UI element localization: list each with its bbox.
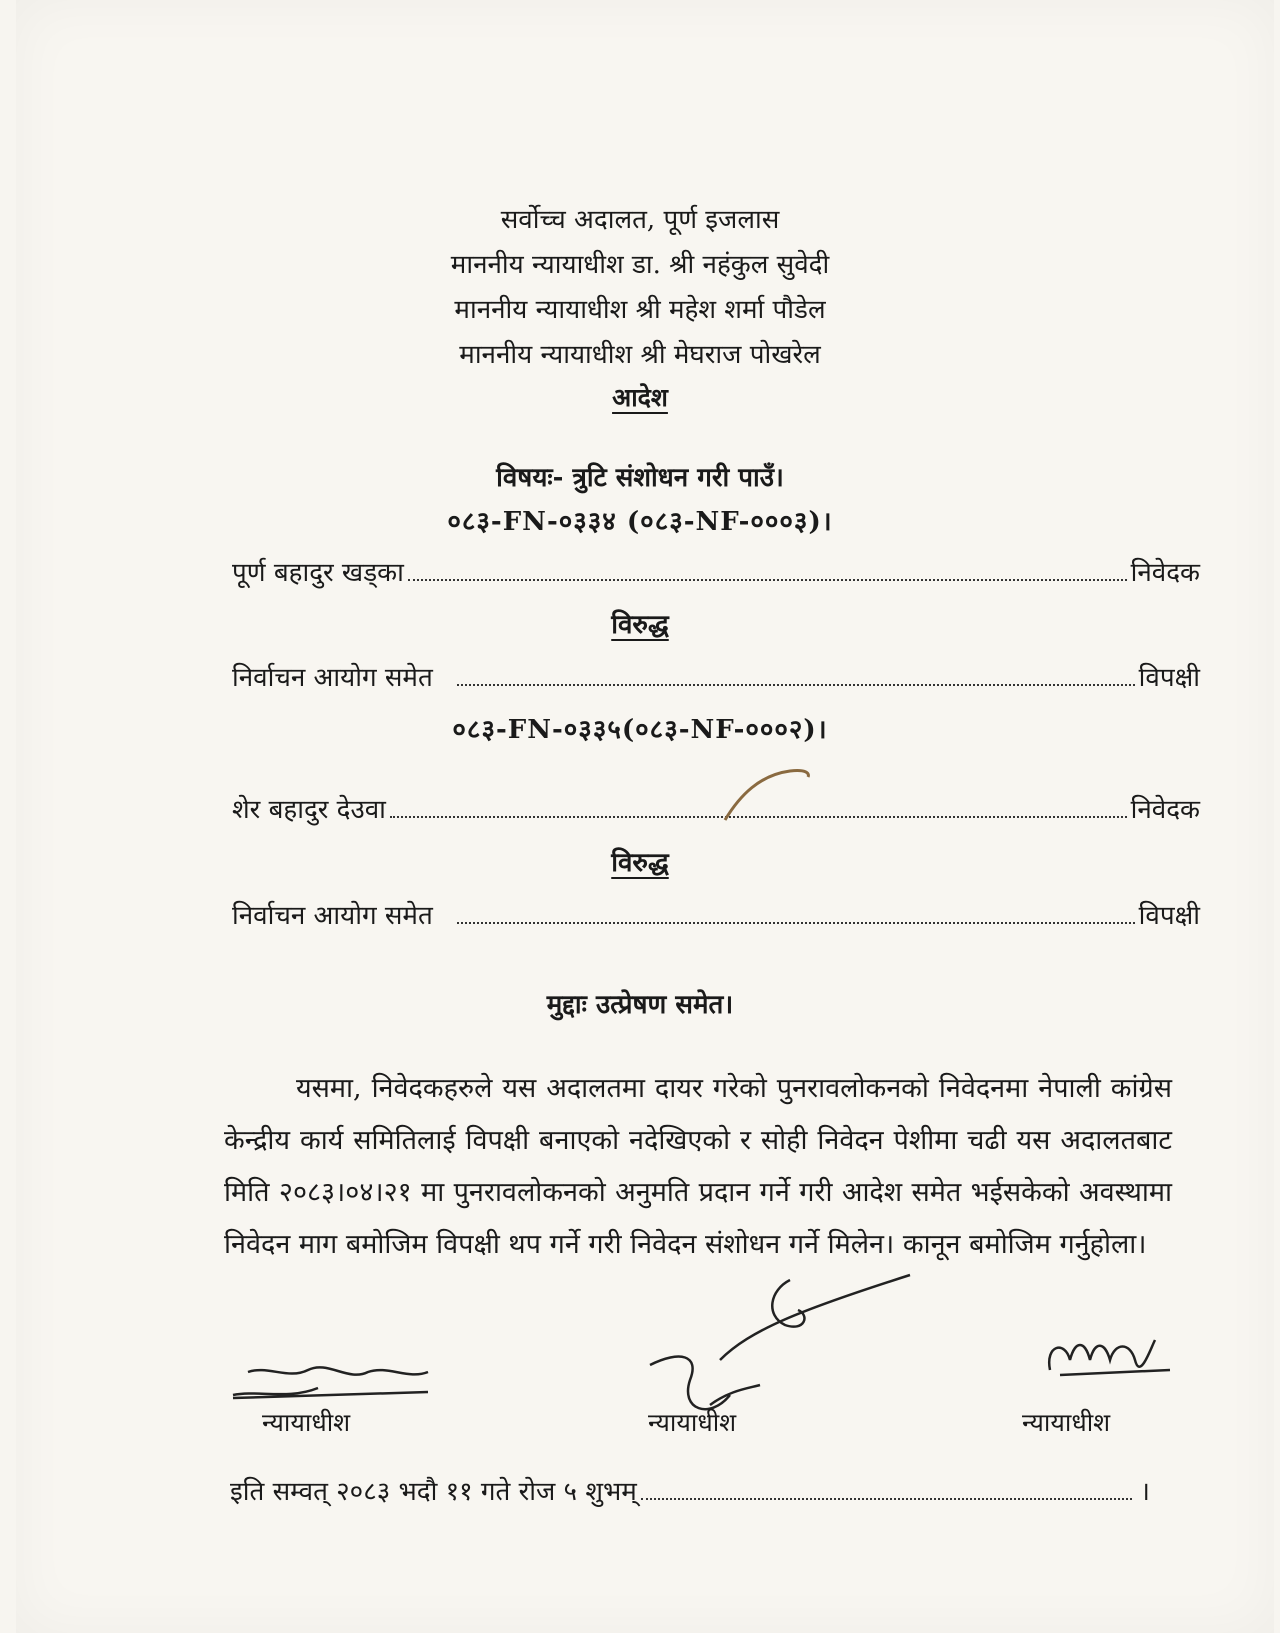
dotted-leader	[457, 684, 1135, 686]
subject-line: विषयः- त्रुटि संशोधन गरी पाउँ।	[496, 463, 784, 493]
footer-date: इति सम्वत् २०८३ भदौ ११ गते रोज ५ शुभम्	[230, 1477, 637, 1507]
order-body: यसमा, निवेदकहरुले यस अदालतमा दायर गरेको पुनरावलोकनको निवेदनमा नेपाली कांग्रेस केन्द्रीय कार्य समितिलाई विपक्षी बनाएको नदेखिएको र सोही निवेदन पेशीमा चढी यस अदालतबाट मिति २०८३।०४।२१ मा पुनरावलोकनको अनुमति प्रदान गर्ने गरी आदेश समेत भईसकेको अवस्थामा निवेदन माग बमोजिम विपक्षी थप गर्ने गरी निवेदन संशोधन गर्ने मिलेन। कानून बमोजिम गर्नुहोला।	[224, 1073, 1172, 1260]
dotted-leader	[408, 579, 1127, 581]
signature-right-label: न्यायाधीश	[1022, 1408, 1111, 1437]
signature-left-label: न्यायाधीश	[262, 1408, 351, 1437]
case2-respondent-row	[232, 896, 1200, 932]
dotted-leader	[641, 1498, 1132, 1500]
case1-number: ०८३-FN-०३३४ (०८३-NF-०००३)।	[447, 507, 833, 537]
case1-versus: विरुद्ध	[611, 610, 669, 640]
footer-date-row	[230, 1472, 1150, 1508]
case2-number: ०८३-FN-०३३५(०८३-NF-०००२)।	[452, 715, 828, 745]
court-name: सर्वोच्च अदालत, पूर्ण इजलास	[500, 205, 780, 235]
case1-petitioner: पूर्ण बहादुर खड्का	[232, 558, 404, 588]
case1-respondent-row	[232, 658, 1200, 694]
case2-petitioner: शेर बहादुर देउवा	[232, 795, 386, 825]
case2-petitioner-role: निवेदक	[1130, 795, 1200, 825]
signature-center-label: न्यायाधीश	[648, 1408, 737, 1437]
signature-right	[1040, 1330, 1180, 1405]
signature-left	[228, 1360, 438, 1405]
case2-respondent-role: विपक्षी	[1138, 901, 1200, 931]
case1-petitioner-row	[232, 553, 1200, 589]
judge-1: माननीय न्यायाधीश डा. श्री नहंकुल सुवेदी	[450, 250, 830, 280]
dotted-leader	[457, 922, 1135, 924]
document-type: आदेश	[612, 383, 668, 412]
matter-line: मुद्दाः उत्प्रेषण समेत।	[546, 990, 734, 1020]
judge-3: माननीय न्यायाधीश श्री मेघराज पोखरेल	[459, 340, 821, 370]
case1-petitioner-role: निवेदक	[1130, 558, 1200, 588]
case2-versus: विरुद्ध	[611, 848, 669, 878]
pen-mark	[720, 765, 820, 825]
footer-end-mark: ।	[1140, 1477, 1150, 1507]
case2-petitioner-row	[232, 790, 1200, 826]
case2-respondent: निर्वाचन आयोग समेत	[232, 901, 433, 931]
judge-2: माननीय न्यायाधीश श्री महेश शर्मा पौडेल	[454, 295, 826, 325]
case1-respondent-role: विपक्षी	[1138, 663, 1200, 693]
case1-respondent: निर्वाचन आयोग समेत	[232, 663, 433, 693]
